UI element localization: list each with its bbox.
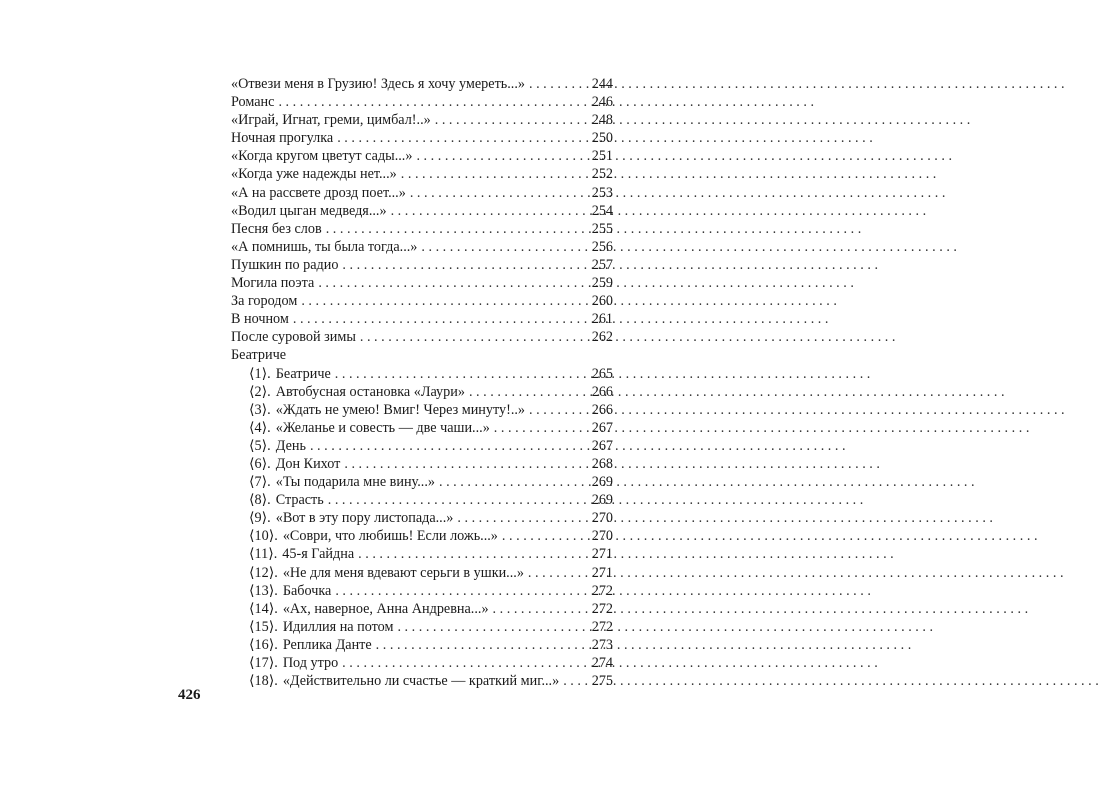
toc-entry xyxy=(231,455,613,473)
toc-entry-page: 250 xyxy=(591,130,613,147)
toc-entry-title: «Играй, Игнат, греми, цимбал!..» xyxy=(231,112,431,129)
toc-entry-title: Песня без слов xyxy=(231,220,322,237)
toc-entry xyxy=(231,202,613,220)
dot-leader xyxy=(335,582,587,600)
toc-entry-title: Страсть xyxy=(275,492,324,509)
toc-entry xyxy=(231,75,613,93)
dot-leader xyxy=(493,600,587,618)
toc-entry-page: 262 xyxy=(591,329,613,346)
table-of-contents xyxy=(231,75,613,690)
toc-entry-page: 244 xyxy=(591,76,613,92)
toc-entry-title: День xyxy=(275,437,306,454)
toc-entry-title: Под утро xyxy=(282,655,339,671)
toc-entry-title: «Действительно ли счастье — краткий миг...» xyxy=(282,673,560,690)
toc-entry xyxy=(231,527,613,545)
toc-entry-title: Романс xyxy=(231,94,275,111)
toc-entry xyxy=(231,220,613,238)
toc-entry xyxy=(231,383,613,401)
toc-entry-title: Идиллия на потом xyxy=(282,618,394,635)
toc-entry-number: ⟨14⟩. xyxy=(249,600,278,617)
toc-entry-page: 269 xyxy=(591,492,613,509)
toc-entry-page: 256 xyxy=(591,238,613,255)
toc-entry-title: «Когда кругом цветут сады...» xyxy=(231,148,413,165)
toc-entry-page: 251 xyxy=(591,148,613,165)
toc-entry-title: «Не для меня вдевают серьги в ушки...» xyxy=(282,564,524,581)
toc-entry-page: 259 xyxy=(591,275,613,292)
toc-entry-number: ⟨8⟩. xyxy=(249,492,271,509)
dot-leader xyxy=(328,491,587,509)
toc-entry-title: Реплика Данте xyxy=(282,636,372,653)
toc-entry-page: 271 xyxy=(591,564,613,581)
toc-entry xyxy=(231,473,613,491)
toc-entry xyxy=(231,401,613,419)
toc-entry-page: 252 xyxy=(591,166,613,183)
dot-leader xyxy=(391,202,587,220)
dot-leader xyxy=(528,564,587,582)
toc-entry xyxy=(231,274,613,292)
toc-entry-number: ⟨18⟩. xyxy=(249,673,278,690)
dot-leader xyxy=(416,147,587,165)
dot-leader xyxy=(494,419,587,437)
dot-leader xyxy=(529,75,587,93)
toc-entry-page: 255 xyxy=(591,220,613,237)
toc-entry-title: «Желанье и совесть — две чаши...» xyxy=(275,419,490,436)
toc-entry-title: Дон Кихот xyxy=(275,455,341,472)
toc-entry-page: 257 xyxy=(591,256,613,273)
dot-leader xyxy=(435,111,587,129)
toc-entry-page: 274 xyxy=(591,655,613,671)
toc-entry-number: ⟨17⟩. xyxy=(249,655,278,671)
toc-entry-number: ⟨11⟩. xyxy=(249,546,278,563)
toc-entry xyxy=(231,636,613,654)
toc-entry-number: ⟨3⟩. xyxy=(249,401,271,418)
dot-leader xyxy=(439,473,587,491)
toc-entry xyxy=(231,509,613,527)
toc-entry-number: ⟨2⟩. xyxy=(249,383,271,400)
toc-entry-number: ⟨10⟩. xyxy=(249,528,278,545)
toc-entry-title: «А на рассвете дрозд поет...» xyxy=(231,184,406,201)
toc-entry xyxy=(231,111,613,129)
toc-entry-title: Пушкин по радио xyxy=(231,256,339,273)
toc-entry xyxy=(231,491,613,509)
toc-entry xyxy=(231,310,613,328)
toc-entry xyxy=(231,600,613,618)
toc-entry-page: 254 xyxy=(591,202,613,219)
toc-entry-title: «Ах, наверное, Анна Андревна...» xyxy=(282,600,489,617)
toc-entry-number: ⟨16⟩. xyxy=(249,636,278,653)
dot-leader xyxy=(310,437,587,455)
dot-leader xyxy=(397,618,587,636)
toc-entry-title: Ночная прогулка xyxy=(231,130,334,147)
toc-entry-title: Беатриче xyxy=(231,347,287,364)
dot-leader xyxy=(421,238,587,256)
toc-entry xyxy=(231,437,613,455)
toc-entry xyxy=(231,256,613,274)
dot-leader xyxy=(376,636,587,654)
toc-entry-number: ⟨5⟩. xyxy=(249,437,271,454)
toc-entry-page: 253 xyxy=(591,184,613,201)
toc-entry xyxy=(231,582,613,600)
toc-entry-title: «Вот в эту пору листопада...» xyxy=(275,510,454,527)
dot-leader xyxy=(342,654,587,672)
toc-entry-title: «Водил цыган медведя...» xyxy=(231,202,387,219)
toc-entry-page: 270 xyxy=(591,528,613,545)
dot-leader xyxy=(457,509,587,527)
dot-leader xyxy=(358,545,587,563)
toc-entry-title: После суровой зимы xyxy=(231,329,356,346)
toc-entry xyxy=(231,165,613,183)
toc-entry-title: В ночном xyxy=(231,311,289,328)
toc-entry-number: ⟨12⟩. xyxy=(249,564,278,581)
toc-entry xyxy=(231,184,613,202)
toc-entry-number: ⟨15⟩. xyxy=(249,618,278,635)
toc-entry xyxy=(231,365,613,383)
toc-entry-number: ⟨13⟩. xyxy=(249,582,278,599)
toc-entry-number: ⟨7⟩. xyxy=(249,474,271,491)
toc-entry xyxy=(231,419,613,437)
dot-leader xyxy=(318,274,587,292)
toc-entry-page: 266 xyxy=(591,383,613,400)
dot-leader xyxy=(469,383,587,401)
dot-leader xyxy=(301,292,587,310)
dot-leader xyxy=(335,365,587,383)
dot-leader xyxy=(360,328,587,346)
toc-entry xyxy=(231,147,613,165)
toc-entry-title: Беатриче xyxy=(275,365,331,382)
toc-entry-page: 248 xyxy=(591,112,613,129)
toc-entry-page: 268 xyxy=(591,455,613,472)
toc-entry-page: 275 xyxy=(591,673,613,690)
toc-entry-number: ⟨1⟩. xyxy=(249,365,271,382)
dot-leader xyxy=(401,165,587,183)
dot-leader xyxy=(326,220,587,238)
dot-leader xyxy=(502,527,587,545)
toc-entry xyxy=(231,654,613,672)
toc-entry-page: 246 xyxy=(591,94,613,111)
page-number: 426 xyxy=(178,687,201,703)
toc-entry-page: 266 xyxy=(591,401,613,418)
toc-entry-title: 45-я Гайдна xyxy=(282,546,355,563)
dot-leader xyxy=(410,184,587,202)
toc-entry-page: 265 xyxy=(591,365,613,382)
toc-entry-page: 260 xyxy=(591,293,613,310)
toc-entry-page: 272 xyxy=(591,600,613,617)
toc-entry xyxy=(231,618,613,636)
toc-entry xyxy=(231,564,613,582)
dot-leader xyxy=(342,256,587,274)
toc-entry-number: ⟨9⟩. xyxy=(249,510,271,527)
toc-entry xyxy=(231,93,613,111)
dot-leader xyxy=(337,129,587,147)
toc-entry-page: 261 xyxy=(591,311,613,328)
toc-entry-number: ⟨6⟩. xyxy=(249,455,271,472)
toc-entry xyxy=(231,672,613,690)
toc-entry-title: Бабочка xyxy=(282,582,332,599)
toc-entry-title: «Ждать не умею! Вмиг! Через минуту!..» xyxy=(275,401,526,418)
toc-entry-title: Могила поэта xyxy=(231,275,315,292)
toc-entry-page: 267 xyxy=(591,419,613,436)
toc-entry-page: 271 xyxy=(591,546,613,563)
dot-leader xyxy=(529,401,587,419)
toc-entry-title: Автобусная остановка «Лаури» xyxy=(275,383,465,400)
toc-entry-title: «Отвези меня в Грузию! Здесь я хочу умереть...» xyxy=(231,76,525,92)
toc-entry-page: 267 xyxy=(591,437,613,454)
toc-entry-page: 272 xyxy=(591,582,613,599)
toc-entry xyxy=(231,328,613,346)
toc-entry xyxy=(231,346,613,364)
toc-entry-page: 273 xyxy=(591,636,613,653)
toc-entry-page: 272 xyxy=(591,618,613,635)
toc-entry-title: «Соври, что любишь! Если ложь...» xyxy=(282,528,498,545)
toc-entry-title: «А помнишь, ты была тогда...» xyxy=(231,238,418,255)
toc-entry xyxy=(231,292,613,310)
toc-entry-page: 270 xyxy=(591,510,613,527)
dot-leader xyxy=(278,93,587,111)
dot-leader xyxy=(344,455,587,473)
dot-leader xyxy=(293,310,587,328)
dot-leader xyxy=(563,672,587,690)
toc-entry-title: «Ты подарила мне вину...» xyxy=(275,474,435,491)
toc-entry xyxy=(231,545,613,563)
toc-entry-number: ⟨4⟩. xyxy=(249,419,271,436)
toc-entry-title: «Когда уже надежды нет...» xyxy=(231,166,397,183)
toc-entry xyxy=(231,238,613,256)
toc-entry-page: 269 xyxy=(591,474,613,491)
toc-entry xyxy=(231,129,613,147)
toc-entry-title: За городом xyxy=(231,293,298,310)
